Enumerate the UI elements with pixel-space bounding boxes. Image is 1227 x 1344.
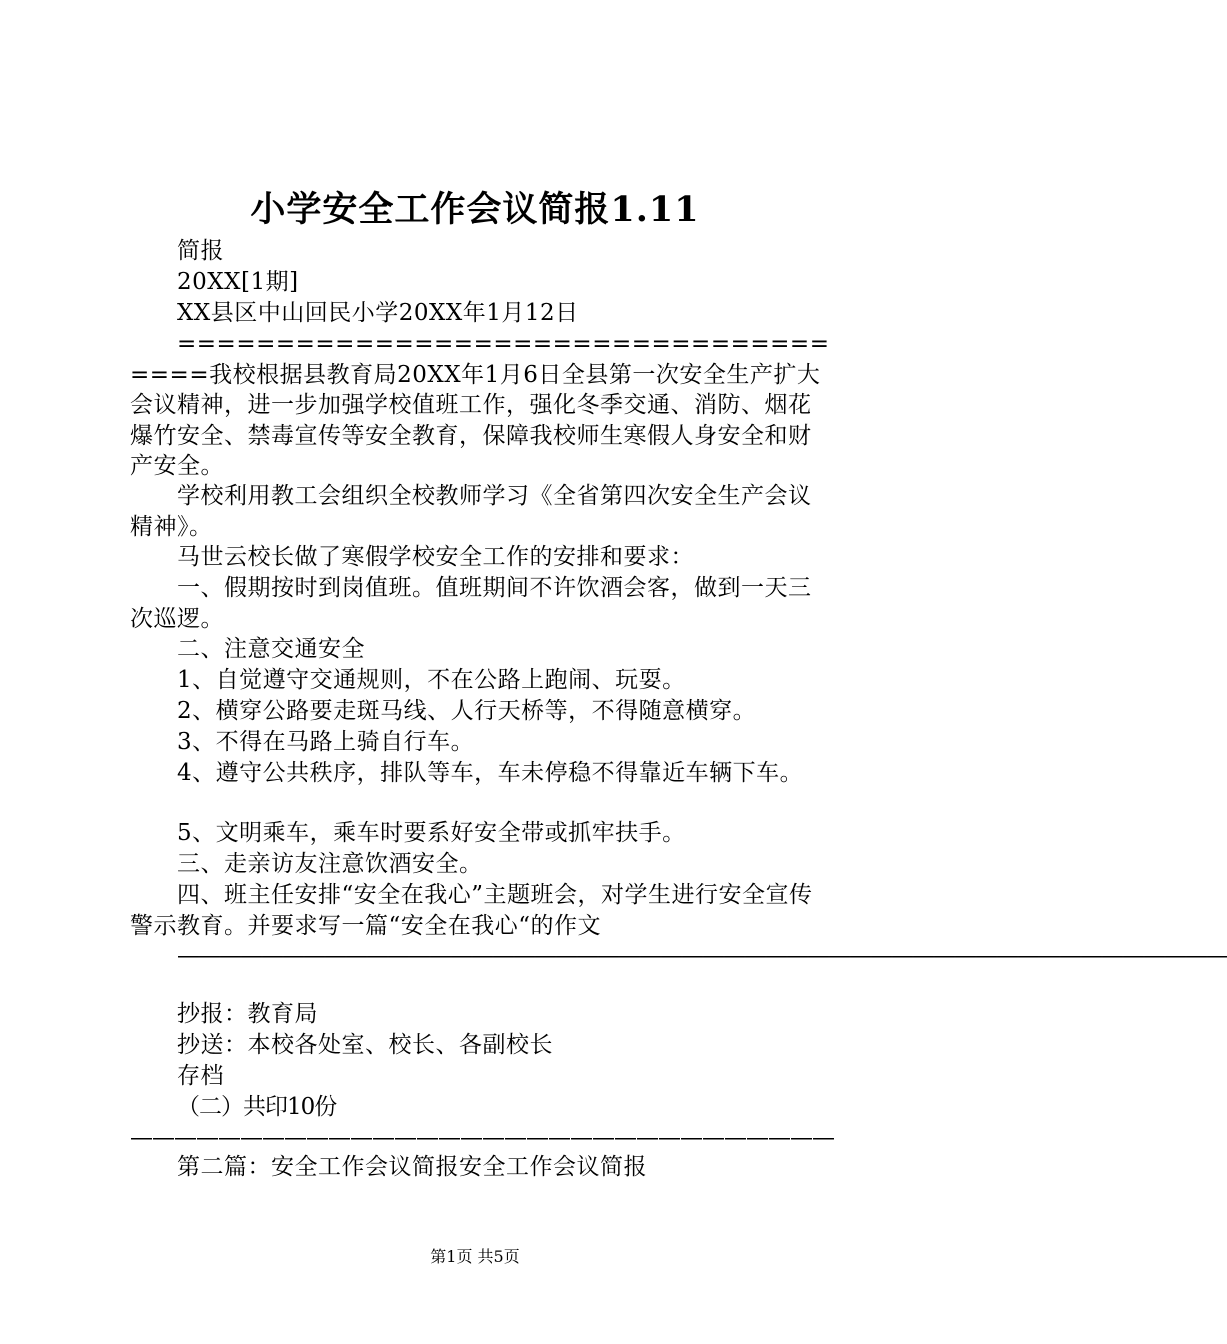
issue-number: 20XX[1期] xyxy=(177,269,299,295)
second-article-heading: 第二篇：安全工作会议简报安全工作会议简报 xyxy=(177,1154,647,1180)
cc-report: 抄报：教育局 xyxy=(177,1001,318,1027)
item-two-heading: 二、注意交通安全 xyxy=(177,636,365,662)
archive-label: 存档 xyxy=(177,1063,224,1089)
page-footer: 第1页 共5页 xyxy=(430,1247,520,1266)
study-paragraph: 学校利用教工会组织全校教师学习《全省第四次安全生产会议精神》。 xyxy=(130,483,812,540)
item-one: 一、假期按时到岗值班。值班期间不许饮酒会客，做到一天三次巡逻。 xyxy=(130,575,812,632)
intro-paragraph: =====================================我校根据县教育局20XX年1月6日全县第一次安全生产扩大会议精神，进一步加强学校值班工作，强化冬季交通、消防、烟花爆竹安全、禁毒宣传等安全教育，保障我校师生寒假人身安全和财产安全。 xyxy=(130,331,830,479)
item-four: 四、班主任安排“安全在我心”主题班会，对学生进行安全宣传警示教育。并要求写一篇“安全在我心“的作文 xyxy=(130,882,813,939)
cc-send: 抄送：本校各处室、校长、各副校长 xyxy=(177,1032,553,1058)
separator-line: —————————————————————————————————————————————————— xyxy=(177,943,1227,969)
print-count: （二）共印10份———————————————————————————————— xyxy=(130,1094,834,1151)
item-three: 三、走亲访友注意饮酒安全。 xyxy=(177,851,483,877)
principal-paragraph: 马世云校长做了寒假学校安全工作的安排和要求： xyxy=(177,544,694,570)
traffic-rule-5: 5、文明乘车，乘车时要系好安全带或抓牢扶手。 xyxy=(177,820,686,846)
traffic-rule-2: 2、横穿公路要走斑马线、人行天桥等，不得随意横穿。 xyxy=(177,698,757,724)
heading-jianbao: 简报 xyxy=(177,238,224,264)
traffic-rule-4: 4、遵守公共秩序，排队等车，车未停稳不得靠近车辆下车。 xyxy=(177,760,804,786)
document-title: 小学安全工作会议简报1.11 xyxy=(250,189,700,230)
school-date-line: XX县区中山回民小学20XX年1月12日 xyxy=(177,300,579,326)
traffic-rule-3: 3、不得在马路上骑自行车。 xyxy=(177,729,475,755)
traffic-rule-1: 1、自觉遵守交通规则，不在公路上跑闹、玩耍。 xyxy=(177,667,686,693)
